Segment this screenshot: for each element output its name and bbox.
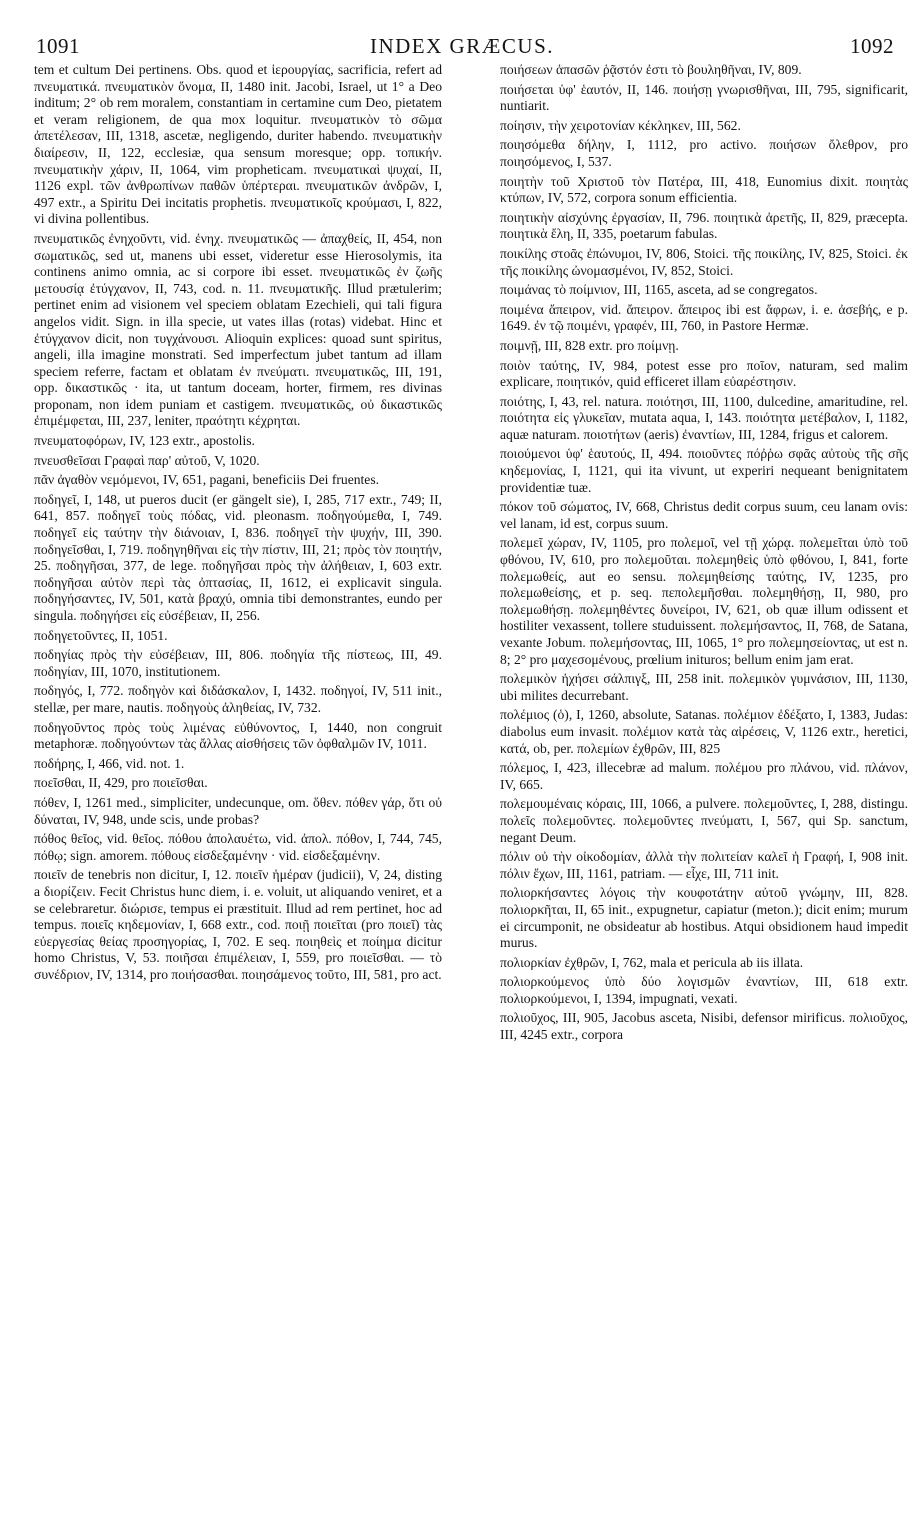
index-entry: πολιορκίαν ἐχθρῶν, I, 762, mala et pericula ab iis illata.	[500, 954, 804, 970]
index-entry: πόκον τοῦ σώματος, IV, 668, Christus dedit corpus suum, ceu lanam ovis: vel lanam, id est, corpus suum.	[500, 499, 908, 531]
index-entry: ποιεῖν de tenebris non dicitur, I, 12. ποιεῖν ἡμέραν (judicii), V, 24, disting a διορίζειν. Fecit Christus hunc diem, i. e. voluit, ut aliquando veniret, et a se celebraretur. διώρισε, tempus ei præstituit. Illud ad rem pertinet, hoc ad tempus. ποιεῖς κηδεμονίαν, I, 668 extr., cod. ποιῇ ποιεῖται (pro ποιεῖ) τὰς εὐεργεσίας θείας προσηγορίας, I, 702. E seq. ποιηθεὶς et ποίημα dicitur homo Christus, V, 53. ποιῆσαι ἐπιμέλειαν, I, 559, pro ποιεῖσθαι. — τὸ συνέδριον, IV, 1314, pro ποιήσασθαι. ποιησάμενος τοῦτο, III, 581, pro act.	[34, 867, 442, 982]
index-entry: πᾶν ἀγαθὸν νεμόμενοι, IV, 651, pagani, beneficiis Dei fruentes.	[34, 472, 380, 488]
index-entry: πολιορκήσαντες λόγοις τὴν κουφοτάτην αὐτοῦ γνώμην, III, 828. πολιορκῆται, II, 65 init., expugnetur, capiatur (meton.); dicit enim; murum ei circumponit, ne obsideatur ab hostibus. Atqui obsidionem haud impedit murus.	[500, 885, 908, 951]
index-entry: πολέμιος (ὁ), I, 1260, absolute, Satanas. πολέμιον ἐδέξατο, I, 1383, Judas: diabolus eum invasit. πολέμιον κατὰ τὰς αἱρέσεις, V, 1126 extr., heretici, κατά, ob, per. πολεμίων ἐχθρῶν, III, 825	[500, 707, 908, 756]
page-title: INDEX GRÆCUS.	[369, 34, 554, 58]
index-entry: ποιήσεων ἁπασῶν ῥᾷστόν ἐστι τὸ βουληθῆναι, IV, 809.	[500, 62, 802, 77]
index-entry: πολιορκούμενος ὑπὸ δύο λογισμῶν ἐναντίων, III, 618 extr. πολιορκούμενοι, I, 1394, impugnati, vexati.	[500, 974, 908, 1006]
page-number-right: 1092	[850, 34, 894, 58]
index-entry: ποδηγεῖ, I, 148, ut pueros ducit (er gängelt sie), I, 285, 717 extr., 749; II, 641, 857. ποδηγεῖ τοὺς πόδας, vid. pleonasm. ποδηγούμεθα, I, 749. ποδηγεῖ εἰς ταύτην τὴν διάνοιαν, I, 836. ποδηγεῖ τὴν ψυχήν, III, 390. ποδηγεῖσθαι, I, 719. ποδηγηθῆναι εἰς τὴν πίστιν, III, 21; πρὸς τὸν ποιητήν, 25. ποδηγῆσαι, 377, de lege. ποδηγῆσαι πρὸς τὴν ἀλήθειαν, I, 603 extr. ποδηγῆσαι αὐτὸν περὶ τὰς ὀπτασίας, II, 1612, ei explicavit singula. ποδηγήσαντες, IV, 501, κατὰ βραχύ, omnia tibi demonstrantes, eundo per singula. ποδηγήσει εἰς εὐσέβειαν, II, 256.	[34, 491, 442, 623]
index-entry: πόθεν, I, 1261 med., simpliciter, undecunque, om. ὅθεν. πόθεν γάρ, ὅτι οὐ δύναται, IV, 948, unde scis, unde probas?	[34, 794, 442, 827]
index-entry: πολεμουμέναις κόραις, III, 1066, a pulvere. πολεμοῦντες, I, 288, distingu. πολεῖς πολεμοῦντες. πολεμοῦντες πνεύματι, I, 567, qui Sp. sanctum, negant Deum.	[500, 796, 908, 845]
index-entry: ποεῖσθαι, II, 429, pro ποιεῖσθαι.	[34, 775, 208, 791]
running-head	[30, 34, 894, 58]
index-entry: ποδηγοῦντος πρὸς τοὺς λιμένας εὐθύνοντος, I, 1440, non congruit metaphoræ. ποδηγούντων τὰς ἄλλας αἰσθήσεις τῶν ὀφθαλμῶν IV, 1011.	[34, 719, 442, 752]
index-entry: ποδήρης, I, 466, vid. not. 1.	[34, 755, 185, 771]
index-entry: tem et cultum Dei pertinens. Obs. quod et ἱερουργίας, sacrificia, refert ad πνευματικά. πνευματικὸν ὄνομα, II, 1480 init. Jacobi, Israel, ut 1° a Deo inditum; 2° ob rem moralem, constantiam in certamine cum Deo, pietatem et veram religionem, de qua mox loquitur. πνευματικὸν τὸ σῶμα ἀπετέλεσαν, III, 1318, ascetæ, negligendo, duriter habendo. πνευματικὴν διαίρεσιν, II, 122, ecclesiæ, qua sensum moresque; opp. τοπικήν. πνευματικὴν χάριν, II, 1064, vim propheticam. πνευματικαὶ ψυχαί, II, 1126 expl. τῶν ἀνθρωπίνων παθῶν ὑπέρτεραι. πνευματικῶν ἀνδρῶν, I, 497 extr., a Spiritu Dei incitatis prophetis. πνευματικοῖς κρούμασι, I, 822, vi divina pollentibus.	[34, 62, 442, 227]
index-entry: πολεμικὸν ἠχήσει σάλπιγξ, III, 258 init. πολεμικὸν γυμνάσιον, III, 1130, ubi milites decurrebant.	[500, 671, 908, 703]
index-entry: ποιμένα ἄπειρον, vid. ἄπειρον. ἄπειρος ibi est ἄφρων, i. e. ἀσεβής, e p. 1649. ἐν τῷ ποιμένι, γραφέν, III, 760, in Pastore Hermæ.	[500, 301, 908, 334]
index-entry: ποιούμενοι ὑφ' ἑαυτούς, II, 494. ποιοῦντες πόῤῥω σφᾶς αὐτοὺς τῆς σῆς κηδεμονίας, I, 1121, qui ita vivunt, ut experiri nequeant benignitatem providentiæ tuæ.	[500, 446, 908, 495]
index-entry: ποικίλης στοᾶς ἐπώνυμοι, IV, 806, Stoici. τῆς ποικίλης, IV, 825, Stoici. ἐκ τῆς ποικίλης ὠνομασμένοι, IV, 852, Stoici.	[500, 245, 908, 278]
index-entry: ποιησόμεθα δήλην, I, 1112, pro activo. ποιήσων ὄλεθρον, pro ποιησόμενος, I, 537.	[500, 137, 908, 169]
index-entry: ποιήσεται ὑφ' ἑαυτόν, II, 146. ποιήσῃ γνωρισθῆναι, III, 795, significarit, nuntiarit.	[500, 81, 908, 114]
index-entry: πολεμεῖ χώραν, IV, 1105, pro πολεμοῖ, vel τῇ χώρᾳ. πολεμεῖται ὑπὸ τοῦ φθόνου, IV, 610, pro πολεμοῦται. πολεμηθεὶς ὑπὸ φθόνου, I, 841, forte πολεμωθείς, aut eo sensu. πολεμηθείσης ταύτης, IV, 1235, pro πολεμωθείσης, et p. seq. πεπολεμῆσθαι. πολεμηθήσῃ, II, 980, pro πολεμωθήσῃ. πολεμηθέντες δυνείροι, IV, 621, ob quæ illum odissent et hostiliter vexassent, tollere studuissent. πολεμήσαντος, II, 768, de Satana, vexante Jobum. πολεμήσοντας, III, 1065, 1° pro πολεμησείοντας, ut est n. 8; 2° pro μαχεσομένους, prœlium inituros; bellum enim jam erat.	[500, 535, 908, 667]
index-entry: ποίησιν, τὴν χειροτονίαν κέκληκεν, III, 562.	[500, 117, 741, 133]
left-column	[34, 62, 442, 986]
index-entry: πόλιν οὐ τὴν οἰκοδομίαν, ἀλλὰ τὴν πολιτείαν καλεῖ ἡ Γραφή, I, 908 init. πόλιν ἔχων, III, 1161, patriam. — εἶχε, III, 711 init.	[500, 849, 908, 881]
page-number-left: 1091	[36, 34, 80, 58]
index-entry: ποδηγετοῦντες, II, 1051.	[34, 627, 168, 643]
index-entry: πνευματικῶς ἐνηχοῦντι, vid. ἐνηχ. πνευματικῶς — ἀπαχθείς, II, 454, non σωματικῶς, sed ut, manens ubi esset, videretur esse Hierosolymis, ita continens animo omnia, ac si corpore ibi esset. πνευματικῶς ἐν ζωῆς μετουσίᾳ ἐτύγχανον, II, 743, cod. n. 11. πνευματικῆς. Illud prætulerim; pertinet enim ad visionem vel speciem oblatam Ezechieli, qui tali figura angelos vidit. Sign. in illa specie, ut vates illas (rotas) videbat. Hinc et ἐτύγχανον dicit, non τυγχάνουσι. Alioquin explices: quoad sunt spiritus, angeli, illa imagine monstrati. Sed imperfectum jubet tantum ad illam speciem referre, factam et oblatam ἐν πνεύματι. πνευματικῶς, III, 191, opp. δικαστικῶς · ita, ut tantum doceam, horter, firmem, res divinas proponam, non idem puniam et castigem. πνευματικῶς, οὐ δικαστικῶς ἐπιμέμφεται, III, 237, leniter, πραότητι κέχρηται.	[34, 230, 442, 429]
index-entry: ποιητὴν τοῦ Χριστοῦ τὸν Πατέρα, III, 418, Eunomius dixit. ποιητὰς κτύπων, IV, 572, corpora sonum efficientia.	[500, 173, 908, 206]
right-column	[500, 62, 908, 1047]
index-entry: πνευσθεῖσαι Γραφαὶ παρ' αὐτοῦ, V, 1020.	[34, 452, 260, 468]
index-entry: πνευματοφόρων, IV, 123 extr., apostolis.	[34, 433, 255, 449]
index-entry: ποδηγίας πρὸς τὴν εὐσέβειαν, III, 806. ποδηγία τῆς πίστεως, III, 49. ποδηγίαν, III, 1070, institutionem.	[34, 647, 442, 679]
index-entry: πολιοῦχος, III, 905, Jacobus asceta, Nisibi, defensor mirificus. πολιοῦχος, III, 4245 extr., corpora	[500, 1010, 908, 1043]
index-entry: ποιμάνας τὸ ποίμνιον, III, 1165, asceta, ad se congregatos.	[500, 282, 818, 298]
index-entry: πόλεμος, I, 423, illecebræ ad malum. πολέμου pro πλάνου, vid. πλάνον, IV, 665.	[500, 760, 908, 792]
index-entry: ποιμνῇ, III, 828 extr. pro ποίμνῃ.	[500, 337, 679, 353]
index-entry: ποιητικὴν αἰσχύνης ἐργασίαν, II, 796. ποιητικὰ ἀρετῆς, II, 829, præcepta. ποιητικὰ ἔλη, II, 335, poetarum fabulas.	[500, 209, 908, 242]
index-entry: ποιὸν ταύτης, IV, 984, potest esse pro ποῖον, naturam, sed malim explicare, ποιητικόν, quid efficeret illam εὐαρέστησιν.	[500, 357, 908, 390]
index-entry: πόθος θεῖος, vid. θεῖος. πόθου ἀπολαυέτω, vid. ἀπολ. πόθον, I, 744, 745, πόθῳ; sign. amorem. πόθους εἰσδεξαμένην · vid. εἰσδεξαμένην.	[34, 831, 442, 863]
index-entry: ποδηγός, I, 772. ποδηγὸν καὶ διδάσκαλον, I, 1432. ποδηγοί, IV, 511 init., stellæ, per mare, nautis. ποδηγοὺς ἀληθείας, IV, 732.	[34, 683, 442, 715]
index-entry: ποιότης, I, 43, rel. natura. ποιότησι, III, 1100, dulcedine, amaritudine, rel. ποιότητα εἰς γλυκεῖαν, mutata aqua, I, 143. ποιότητα μετέβαλον, I, 1182, aquæ naturam. ποιοτήτων (aeris) ἐναντίων, III, 1284, frigus et calorem.	[500, 393, 908, 442]
